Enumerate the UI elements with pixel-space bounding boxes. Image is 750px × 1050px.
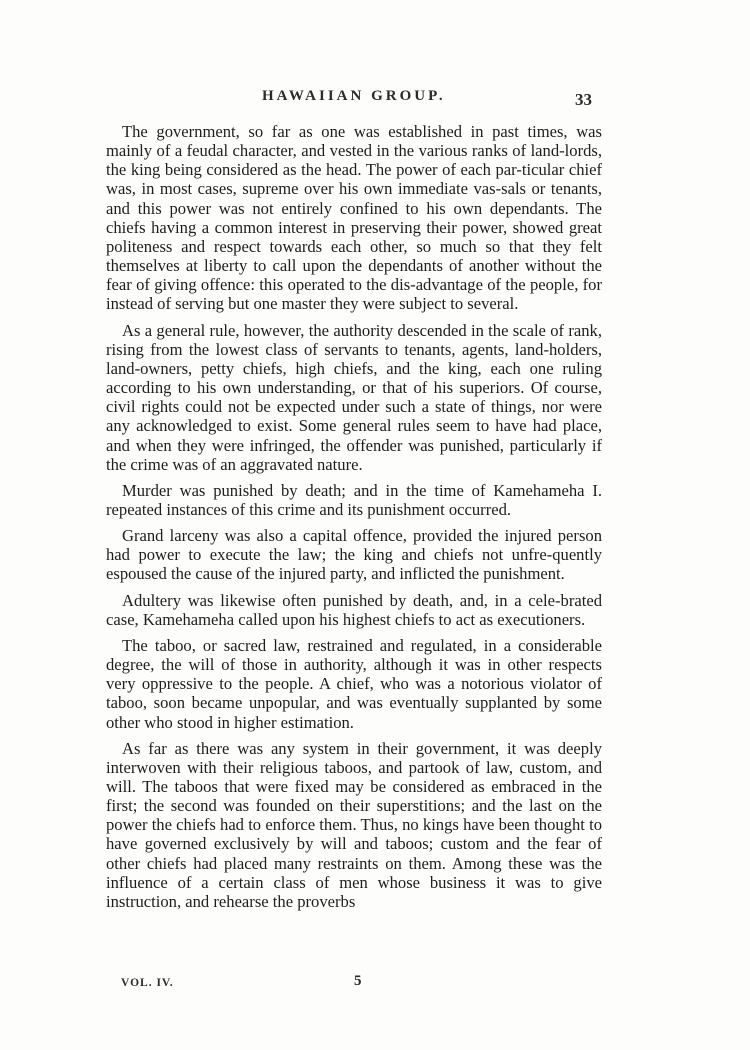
body-text xyxy=(106,122,602,918)
paragraph-taboo: The taboo, or sacred law, restrained and regulated, in a considerable degree, the will of those in authority, although it was in other respects very oppressive to the people. A chief, who was a notorious violator of taboo, soon became unpopular, and was eventually supplanted by some other who stood in higher estimation. xyxy=(106,635,602,732)
paragraph-government: The government, so far as one was established in past times, was mainly of a feudal character, and vested in the various ranks of land-lords, the king being considered as the head. The power of each par-ticular chief was, in most cases, supreme over his own immediate vas-sals or tenants, and this power was not entirely confined to his own dependants. The chiefs having a common interest in preserving their power, showed great politeness and respect towards each other, so much so that they felt themselves at liberty to call upon the dependants of another without the fear of giving offence: this operated to the dis-advantage of the people, for instead of serving but one master they were subject to several. xyxy=(106,122,602,314)
volume-label: VOL. IV. xyxy=(121,977,174,989)
page-number: 33 xyxy=(575,90,592,109)
paragraph-larceny: Grand larceny was also a capital offence, provided the injured person had power to execute the law; the king and chiefs not unfre-quently espoused the cause of the injured party, and inflicted the punishment. xyxy=(106,526,602,584)
running-head-title: HAWAIIAN GROUP. xyxy=(262,88,446,104)
paragraph-adultery: Adultery was likewise often punished by death, and, in a cele-brated case, Kamehameha called upon his highest chiefs to act as executioners. xyxy=(106,590,602,629)
paragraph-murder: Murder was punished by death; and in the time of Kamehameha I. repeated instances of this crime and its punishment occurred. xyxy=(106,480,602,519)
signature-mark: 5 xyxy=(354,973,362,989)
paragraph-authority: As a general rule, however, the authority descended in the scale of rank, rising from the lowest class of servants to tenants, agents, land-holders, land-owners, petty chiefs, high chiefs, and the king, each one ruling according to his own understanding, or that of his superiors. Of course, civil rights could not be expected under such a state of things, nor were any acknowledged to exist. Some general rules seem to have had place, and when they were infringed, the offender was punished, particularly if the crime was of an aggravated nature. xyxy=(106,320,602,474)
paragraph-system: As far as there was any system in their government, it was deeply interwoven with their religious taboos, and partook of law, custom, and will. The taboos that were fixed may be considered as embraced in the first; the second was founded on their superstitions; and the last on the power the chiefs had to enforce them. Thus, no kings have been thought to have governed exclusively by will and taboos; custom and the fear of other chiefs had placed many restraints on them. Among these was the influence of a certain class of men whose business it was to give instruction, and rehearse the proverbs xyxy=(106,738,602,911)
